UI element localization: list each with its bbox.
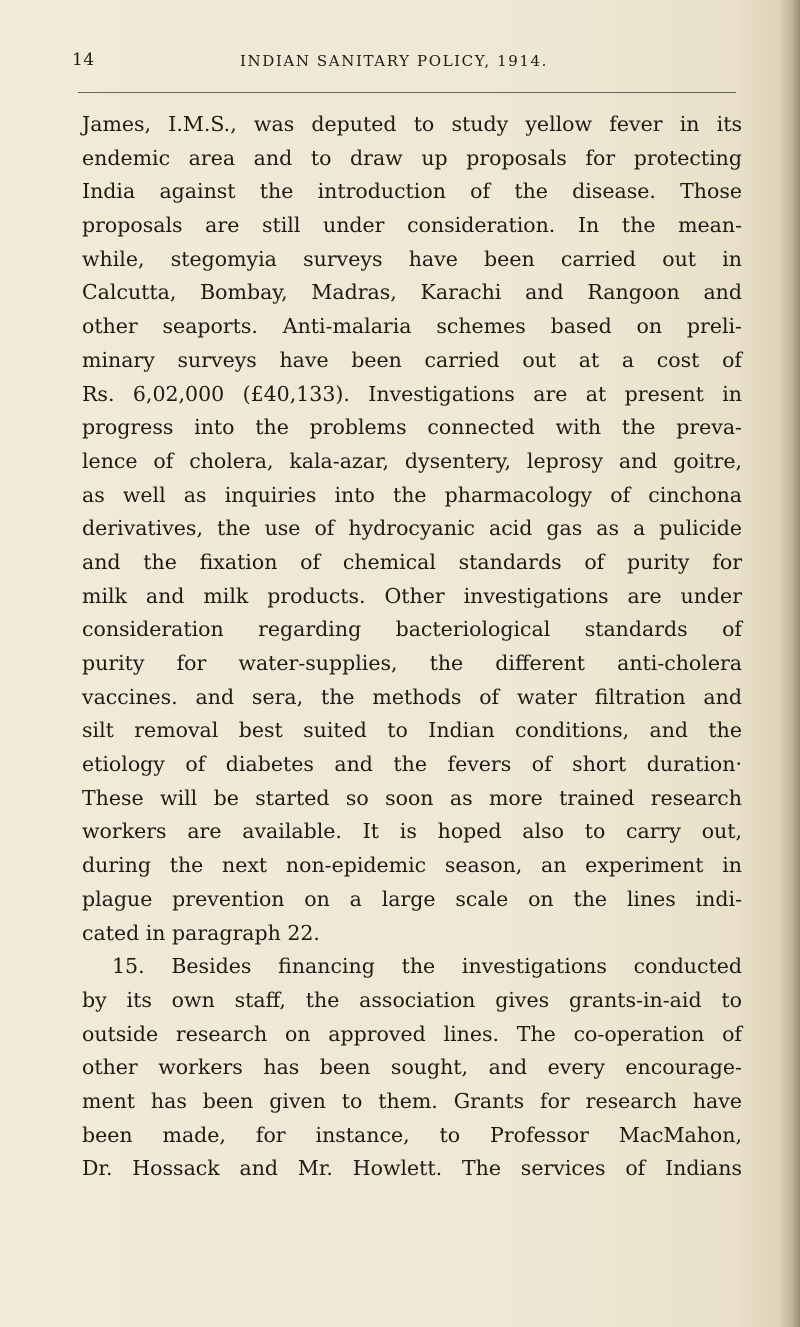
text-line: as well as inquiries into the pharmacology of cinchona	[82, 482, 742, 507]
text-line: vaccines. and sera, the methods of water filtration and	[82, 684, 742, 709]
text-line: while, stegomyia surveys have been carried out in	[82, 246, 742, 271]
body-text	[82, 108, 742, 1186]
text-line: outside research on approved lines. The co-operation of	[82, 1021, 742, 1046]
text-line: consideration regarding bacteriological standards of	[82, 617, 742, 642]
header-rule	[78, 92, 736, 93]
text-line: and the fixation of chemical standards of purity for	[82, 549, 742, 574]
text-line: India against the introduction of the disease. Those	[82, 179, 742, 204]
text-line: Calcutta, Bombay, Madras, Karachi and Rangoon and	[82, 280, 742, 305]
running-title: INDIAN SANITARY POLICY, 1914.	[240, 52, 549, 70]
text-line: silt removal best suited to Indian conditions, and the	[82, 718, 742, 743]
text-line: other workers has been sought, and every encourage-	[82, 1055, 742, 1080]
text-line: ment has been given to them. Grants for research have	[82, 1088, 742, 1113]
text-line: minary surveys have been carried out at a cost of	[82, 347, 742, 372]
text-line: been made, for instance, to Professor MacMahon,	[82, 1122, 742, 1147]
text-line: derivatives, the use of hydrocyanic acid gas as a pulicide	[82, 516, 742, 541]
text-line: Dr. Hossack and Mr. Howlett. The services of Indians	[82, 1156, 742, 1181]
page-edge-shadow	[778, 0, 800, 1327]
text-line: milk and milk products. Other investigations are under	[82, 583, 742, 608]
text-line: plague prevention on a large scale on the lines indi-	[82, 886, 742, 911]
text-line: James, I.M.S., was deputed to study yellow fever in its	[82, 112, 742, 136]
text-line: progress into the problems connected with the preva-	[82, 415, 742, 440]
text-line: etiology of diabetes and the fevers of short duration·	[82, 752, 742, 777]
page-number: 14	[72, 50, 95, 70]
text-line: endemic area and to draw up proposals for protecting	[82, 145, 742, 170]
text-line: These will be started so soon as more trained research	[82, 785, 742, 810]
text-line: 15. Besides financing the investigations conducted	[112, 954, 742, 979]
page-header	[70, 50, 745, 80]
text-line: cated in paragraph 22.	[82, 920, 320, 945]
text-line: other seaports. Anti-malaria schemes based on preli-	[82, 314, 742, 339]
text-line: lence of cholera, kala-azar, dysentery, leprosy and goitre,	[82, 448, 742, 473]
text-line: purity for water-supplies, the different anti-cholera	[82, 651, 742, 675]
text-line: during the next non-epidemic season, an experiment in	[82, 853, 742, 878]
text-line: workers are available. It is hoped also to carry out,	[82, 819, 742, 844]
text-line: Rs. 6,02,000 (£40,133). Investigations are at present in	[82, 381, 742, 406]
text-line: by its own staff, the association gives grants-in-aid to	[82, 987, 742, 1012]
text-line: proposals are still under consideration. In the mean-	[82, 213, 742, 238]
